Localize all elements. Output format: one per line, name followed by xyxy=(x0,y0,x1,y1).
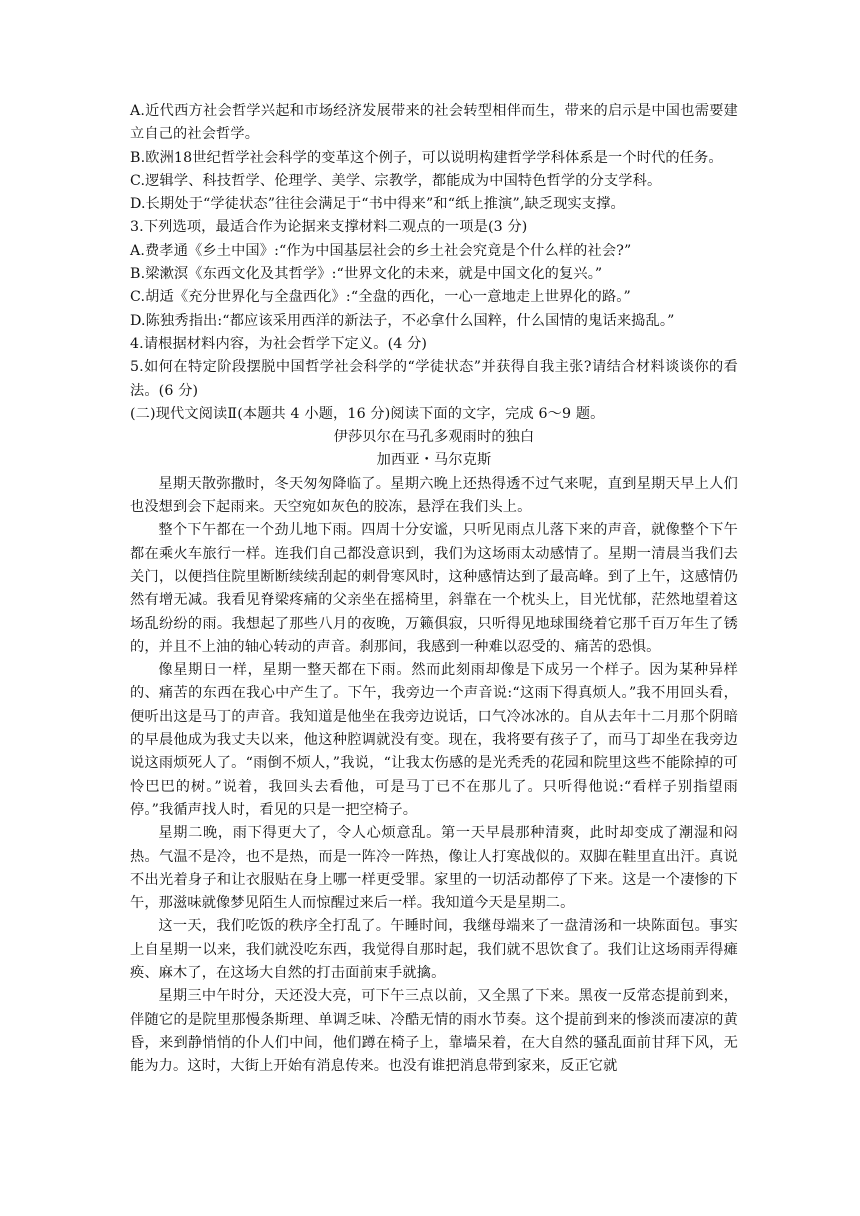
question-3-option-c: C.胡适《充分世界化与全盘西化》:“全盘的西化，一心一意地走上世界化的路。” xyxy=(130,289,631,306)
article-paragraph: 星期二晚，雨下得更大了，令人心烦意乱。第一天早晨那种清爽，此时却变成了潮湿和闷热。气温不是冷，也不是热，而是一阵冷一阵热，像让人打寒战似的。双脚在鞋里直出汗。真说不出光着身子和让衣服贴在身上哪一样更受罪。家里的一切活动都停了下来。这是一个凄惨的下午，那滋味就像梦见陌生人而惊醒过来后一样。我知道今天是星期二。 xyxy=(130,825,738,912)
question-5-stem: 5.如何在特定阶段摆脱中国哲学社会科学的“学徒状态”并获得自我主张?请结合材料谈谈你的看法。(6 分) xyxy=(130,359,738,399)
article-paragraph: 像星期日一样，星期一整天都在下雨。然而此刻雨却像是下成另一个样子。因为某种异样的、痛苦的东西在我心中产生了。下午，我旁边一个声音说:“这雨下得真烦人。”我不用回头看，便听出这是马丁的声音。我知道是他坐在我旁边说话，口气冷冰冰的。自从去年十二月那个阴暗的早晨他成为我丈夫以来，他这种腔调就没有变。现在，我将要有孩子了，而马丁却坐在我旁边说这雨烦死人了。“雨倒不烦人，”我说，“让我太伤感的是光秃秃的花园和院里这些不能除掉的可怜巴巴的树。”说着，我回头去看他，可是马丁已不在那儿了。只听得他说:“看样子别指望雨停。”我循声找人时，看见的只是一把空椅子。 xyxy=(130,662,738,818)
question-2-option-c: C.逻辑学、科技哲学、伦理学、美学、宗教学，都能成为中国特色哲学的分支学科。 xyxy=(130,172,662,189)
question-2-option-b: B.欧洲18世纪哲学社会科学的变革这个例子，可以说明构建哲学学科体系是一个时代的任务。 xyxy=(130,149,723,166)
article-paragraph: 星期天散弥撒时，冬天匆匆降临了。星期六晚上还热得透不过气来呢，直到星期天早上人们也没想到会下起雨来。天空宛如灰色的胶冻，悬浮在我们头上。 xyxy=(130,475,738,516)
article-author: 加西亚・马尔克斯 xyxy=(376,452,492,469)
article-paragraph: 这一天，我们吃饭的秩序全打乱了。午睡时间，我继母端来了一盘清汤和一块陈面包。事实上自星期一以来，我们就没吃东西，我觉得自那时起，我们就不思饮食了。我们让这场雨弄得瘫痪、麻木了，在这场大自然的打击面前束手就擒。 xyxy=(130,918,738,981)
question-3-option-a: A.费孝通《乡土中国》:“作为中国基层社会的乡土社会究竟是个什么样的社会?” xyxy=(130,242,632,259)
article-paragraph: 整个下午都在一个劲儿地下雨。四周十分安谧，只听见雨点儿落下来的声音，就像整个下午都在乘火车旅行一样。连我们自己都没意识到，我们为这场雨太动感情了。星期一清晨当我们去关门，以便挡住院里断断续续刮起的刺骨寒风时，这种感情达到了最高峰。到了上午，这感情仍然有增无减。我看见脊梁疼痛的父亲坐在摇椅里，斜靠在一个枕头上，目光忧郁，茫然地望着这场乱纷纷的雨。我想起了那些八月的夜晚，万籁俱寂，只听得见地球围绕着它那千百万年生了锈的，并且不上油的轴心转动的声音。刹那间，我感到一种难以忍受的、痛苦的恐惧。 xyxy=(130,522,738,655)
article-title: 伊莎贝尔在马孔多观雨时的独白 xyxy=(333,429,535,446)
section-heading: (二)现代文阅读Ⅱ(本题共 4 小题，16 分)阅读下面的文字，完成 6～9 题。 xyxy=(130,405,605,422)
question-3-option-b: B.梁漱溟《东西文化及其哲学》:“世界文化的未来，就是中国文化的复兴。” xyxy=(130,266,603,283)
question-2-option-a: A.近代西方社会哲学兴起和市场经济发展带来的社会转型相伴而生，带来的启示是中国也需要建立自己的社会哲学。 xyxy=(130,103,738,143)
question-3-option-d: D.陈独秀指出:“都应该采用西洋的新法子，不必拿什么国粹，什么国情的鬼话来捣乱。” xyxy=(130,312,675,329)
article-paragraph: 星期三中午时分，天还没大亮，可下午三点以前，又全黑了下来。黑夜一反常态提前到来，伴随它的是院里那慢条斯理、单调乏味、冷酷无情的雨水节奏。这个提前到来的惨淡而凄凉的黄昏，来到静悄悄的仆人们中间，他们蹲在椅子上，靠墙呆着，在大自然的骚乱面前甘拜下风，无能为力。这时，大街上开始有消息传来。也没有谁把消息带到家来，反正它就 xyxy=(130,988,738,1075)
question-2-option-d: D.长期处于“学徒状态”往往会满足于“书中得来”和“纸上推演”,缺乏现实支撑。 xyxy=(130,196,625,213)
question-3-stem: 3.下列选项，最适合作为论据来支撑材料二观点的一项是(3 分) xyxy=(130,219,528,236)
question-4-stem: 4.请根据材料内容，为社会哲学下定义。(4 分) xyxy=(130,335,428,352)
